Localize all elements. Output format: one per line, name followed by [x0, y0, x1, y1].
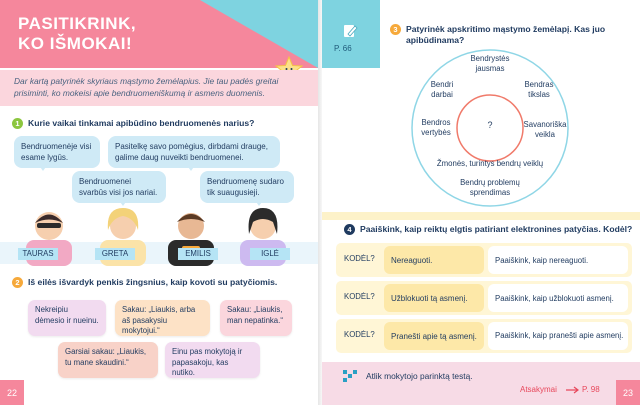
question-3-number: 3 [390, 24, 401, 35]
why-label: KODĖL? [344, 254, 375, 263]
question-4-number: 4 [344, 224, 355, 235]
explain-field[interactable]: Paaiškink, kaip nereaguoti. [488, 246, 628, 274]
page-ref: P. 66 [334, 44, 352, 53]
circle-center: ? [487, 120, 493, 130]
question-2-text: Iš eilės išvardyk penkis žingsnius, kaip kovoti su patyčiomis. [28, 277, 278, 287]
kid-name-igle: IGLĖ [250, 248, 290, 260]
action-card: Nereaguoti. [384, 246, 484, 274]
question-3-text: Patyrinėk apskritimo mąstymo žemėlapį. Kas juo apibūdinama? [406, 24, 606, 45]
page-number-right: 23 [616, 380, 640, 405]
title-line-2: KO IŠMOKAI! [18, 34, 133, 53]
why-label: KODĖL? [344, 292, 375, 301]
question-2-number: 2 [12, 277, 23, 288]
page-title [18, 14, 136, 54]
circle-item: Žmonės, turintys bendrų veiklų [436, 159, 544, 168]
step-card: Nekreipiu dėmesio ir nueinu. [28, 300, 106, 336]
answers-label: Atsakymai [520, 385, 557, 394]
kid-name-tauras: TAURAS [18, 248, 58, 260]
circle-item: Savanoriška veikla [523, 120, 567, 139]
question-4-text: Paaiškink, kaip reiktų elgtis patiriant elektronines patyčias. Kodėl? [360, 224, 633, 234]
bubble-tail [38, 164, 48, 171]
footer-text: Atlik mokytojo parinktą testą. [366, 371, 473, 381]
step-card: Einu pas mokytoją ir papasakoju, kas nutiko. [165, 342, 260, 378]
why-label: KODĖL? [344, 330, 375, 339]
bubble-greta: Bendruomenei svarbūs visi jos nariai. [72, 171, 166, 203]
action-card: Pranešti apie tą asmenį. [384, 322, 484, 350]
page-number-left: 22 [0, 380, 24, 405]
divider [322, 212, 640, 220]
circle-item: Bendrų problemų sprendimas [460, 178, 520, 197]
circle-item: Bendras tikslas [524, 80, 554, 99]
right-page [322, 0, 640, 405]
question-1-text: Kurie vaikai tinkamai apibūdino bendruomenės narius? [28, 118, 255, 128]
step-card: Sakau: „Liaukis, man nepatinka.“ [220, 300, 292, 336]
circle-item: Bendrystės jausmas [470, 54, 510, 73]
step-card: Sakau: „Liaukis, arba aš pasakysiu mokytojui.“ [115, 300, 210, 336]
left-page [0, 0, 318, 405]
pencil-icon [342, 22, 358, 38]
bubble-tauras: Bendruomenėje visi esame lygūs. [14, 136, 100, 168]
title-line-1: PASITIKRINK, [18, 14, 137, 33]
test-icon [342, 369, 358, 383]
answers-ref: P. 98 [582, 385, 600, 394]
circle-item: Bendri darbai [430, 80, 454, 99]
step-card: Garsiai sakau: „Liaukis, tu mane skaudini.“ [58, 342, 158, 378]
question-1-number: 1 [12, 118, 23, 129]
bubble-tail [186, 164, 196, 171]
intro-text: Dar kartą patyrinėk skyriaus mąstymo žemėlapius. Jie tau padės greitai prisiminti, ko mokeisi apie bendruomeniškumą ir asmens duomenis. [14, 76, 279, 98]
footer-band [322, 362, 640, 405]
kid-name-emilis: EMILIS [178, 248, 218, 260]
circle-item: Bendros vertybės [421, 118, 451, 137]
arrow-icon [566, 386, 580, 394]
bubble-emilis: Pasitelkę savo pomėgius, dirbdami drauge, galime daug nuveikti bendruomenei. [108, 136, 280, 168]
explain-field[interactable]: Paaiškink, kaip pranešti apie asmenį. [488, 322, 628, 350]
action-card: Užblokuoti tą asmenį. [384, 284, 484, 312]
explain-field[interactable]: Paaiškink, kaip užblokuoti asmenį. [488, 284, 628, 312]
kid-name-greta: GRETA [95, 248, 135, 260]
bubble-igle: Bendruomenę sudaro tik suaugusieji. [200, 171, 294, 203]
